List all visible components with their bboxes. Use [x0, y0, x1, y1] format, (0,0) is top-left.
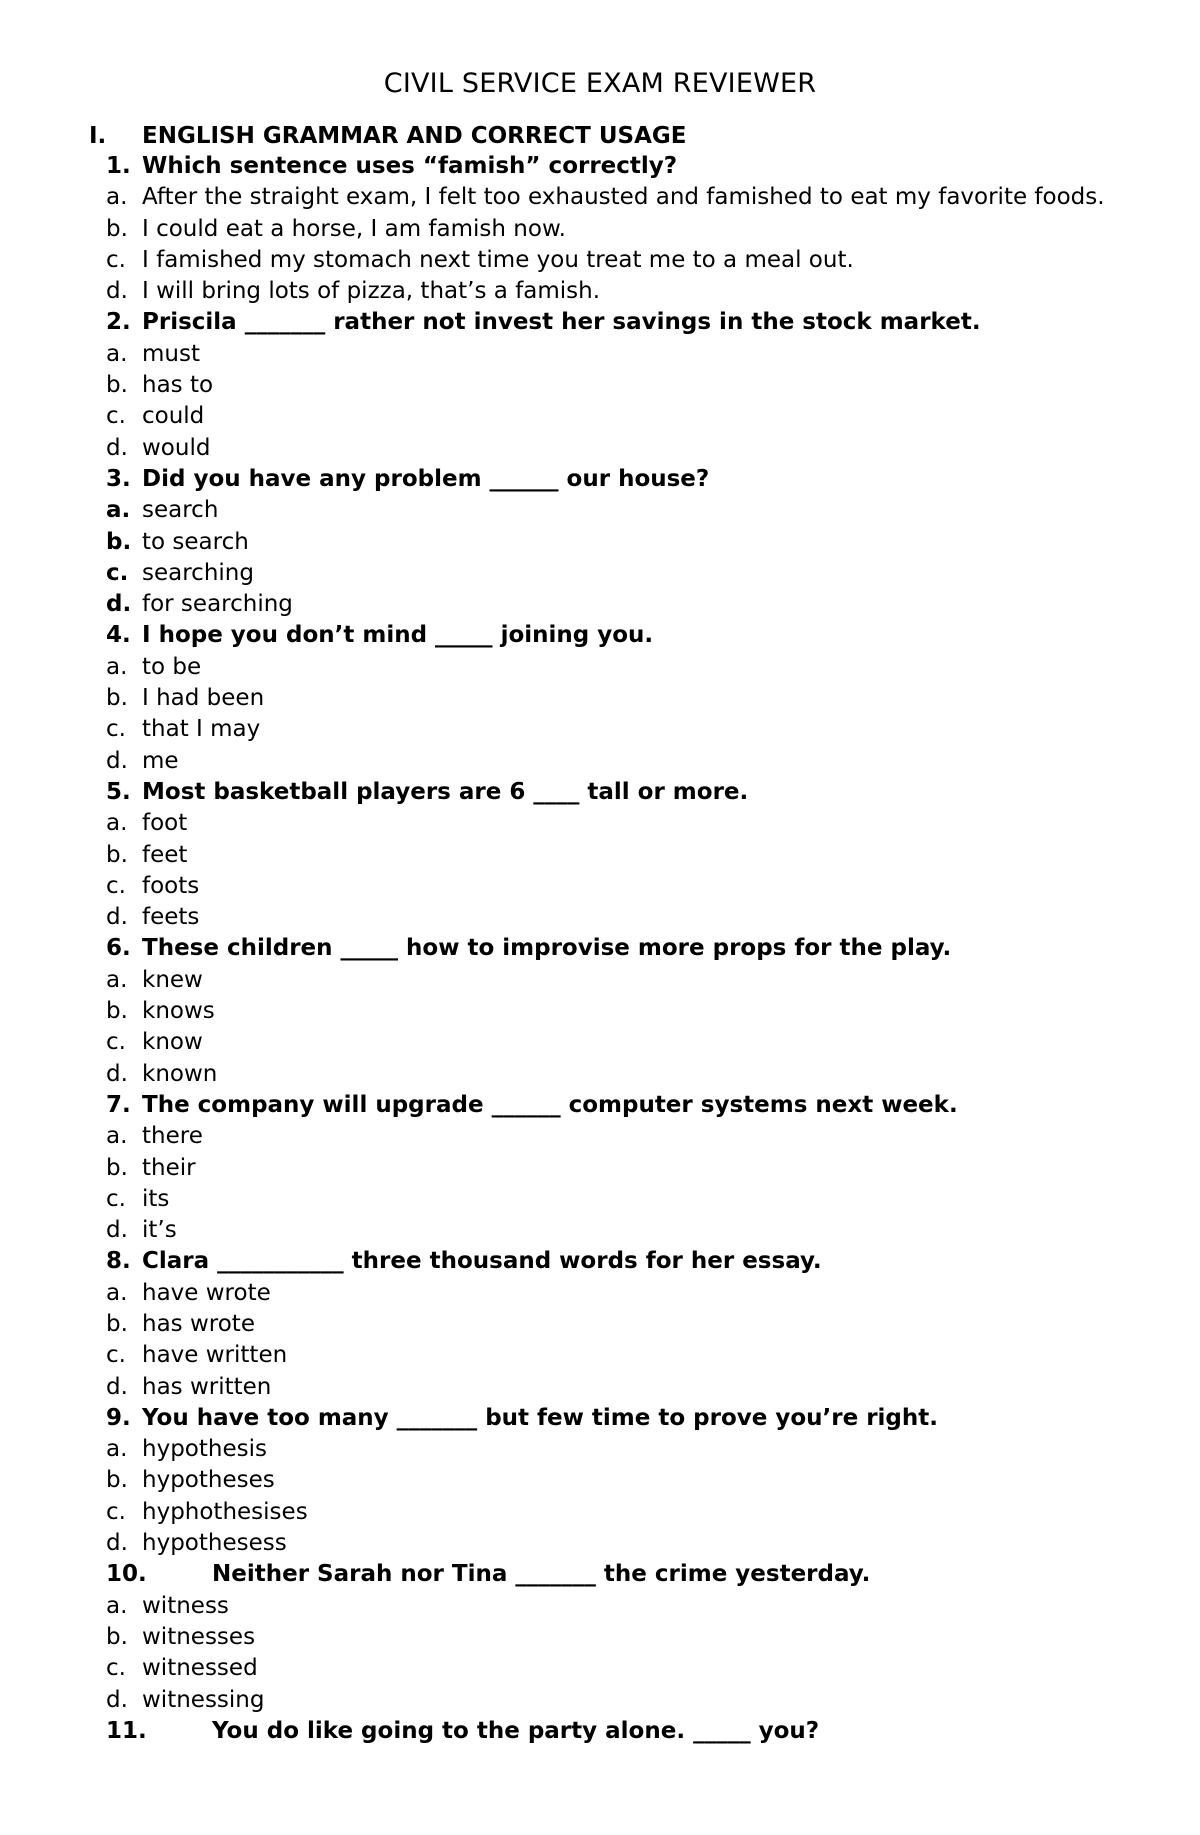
answer-choice: [106, 1184, 1186, 1215]
answer-choice: [106, 527, 1186, 558]
choice-text: After the straight exam, I felt too exhausted and famished to eat my favorite foods.: [142, 184, 1105, 211]
choice-text: hypothesis: [142, 1436, 267, 1463]
question-text: I hope you don’t mind _____ joining you.: [142, 622, 654, 649]
answer-choice: [106, 1685, 1186, 1716]
answer-choice: [106, 840, 1186, 871]
question-1: [106, 151, 1186, 182]
choice-label: d.: [106, 747, 128, 774]
choice-text: for searching: [142, 591, 293, 618]
answer-choice: [106, 1027, 1186, 1058]
choice-text: would: [142, 434, 211, 461]
question-7: [106, 1090, 1186, 1121]
choice-label: d.: [106, 1060, 128, 1087]
choice-text: I will bring lots of pizza, that’s a famish.: [142, 278, 601, 305]
answer-choice: [106, 1434, 1186, 1465]
answer-choice: [106, 1372, 1186, 1403]
question-number: 7.: [106, 1091, 131, 1118]
question-number: 1.: [106, 153, 131, 179]
choice-text: witnessed: [142, 1655, 258, 1682]
choice-label: b.: [106, 372, 128, 399]
question-5: [106, 777, 1186, 808]
choice-label: b.: [106, 215, 128, 242]
choice-label: c.: [106, 1342, 126, 1369]
choice-label: b.: [106, 1467, 128, 1494]
answer-choice: [106, 214, 1186, 245]
choice-text: to be: [142, 653, 202, 680]
answer-choice: [106, 683, 1186, 714]
answer-choice: [106, 1340, 1186, 1371]
answer-choice: [106, 1465, 1186, 1496]
choice-label: c.: [106, 1498, 126, 1525]
choice-label: d.: [106, 1217, 128, 1244]
choice-label: b.: [106, 1623, 128, 1650]
answer-choice: [106, 401, 1186, 432]
answer-choice: [106, 182, 1186, 213]
question-6: [106, 933, 1186, 964]
choice-text: must: [142, 340, 200, 367]
choice-text: feets: [142, 904, 200, 931]
choice-text: have wrote: [142, 1279, 271, 1306]
answer-choice: [106, 433, 1186, 464]
choice-label: d.: [106, 1530, 128, 1557]
question-number: 6.: [106, 935, 131, 962]
choice-text: its: [142, 1185, 170, 1212]
question-number: 9.: [106, 1404, 131, 1431]
question-text: The company will upgrade ______ computer systems next week.: [142, 1091, 958, 1118]
choice-text: know: [142, 1029, 203, 1056]
choice-label: a.: [106, 184, 128, 211]
choice-text: witnesses: [142, 1623, 256, 1650]
choice-label: d.: [106, 1686, 128, 1713]
choice-text: has to: [142, 372, 214, 399]
choice-text: to search: [142, 528, 249, 555]
choice-text: there: [142, 1123, 203, 1150]
choice-label: a.: [106, 1592, 128, 1619]
answer-choice: [106, 245, 1186, 276]
question-10: [106, 1559, 1186, 1590]
answer-choice: [106, 589, 1186, 620]
choice-label: a.: [106, 1279, 128, 1306]
question-number: 11.: [106, 1717, 147, 1744]
section-heading: [89, 121, 686, 151]
answer-choice: [106, 1653, 1186, 1684]
choice-text: feet: [142, 841, 188, 868]
choice-label: a.: [106, 497, 131, 524]
choice-label: b.: [106, 685, 128, 712]
answer-choice: [106, 808, 1186, 839]
choice-text: hypotheses: [142, 1467, 275, 1494]
answer-choice: [106, 1121, 1186, 1152]
choice-label: c.: [106, 716, 126, 743]
choice-text: I had been: [142, 685, 265, 712]
choice-label: c.: [106, 1655, 126, 1682]
choice-label: a.: [106, 1436, 128, 1463]
answer-choice: [106, 1497, 1186, 1528]
choice-label: b.: [106, 841, 128, 868]
choice-text: I could eat a horse, I am famish now.: [142, 215, 566, 242]
choice-label: a.: [106, 653, 128, 680]
question-4: [106, 620, 1186, 651]
choice-label: b.: [106, 1310, 128, 1337]
answer-choice: [106, 370, 1186, 401]
question-11: [106, 1716, 1186, 1747]
question-text: Priscila _______ rather not invest her savings in the stock market.: [142, 309, 981, 336]
question-number: 10.: [106, 1561, 147, 1588]
choice-label: c.: [106, 1029, 126, 1056]
answer-choice: [106, 714, 1186, 745]
question-2: [106, 307, 1186, 338]
answer-choice: [106, 1309, 1186, 1340]
choice-label: c.: [106, 246, 126, 273]
question-number: 8.: [106, 1248, 131, 1275]
question-number: 4.: [106, 622, 131, 649]
choice-text: foot: [142, 810, 188, 837]
answer-choice: [106, 1591, 1186, 1622]
choice-text: search: [142, 497, 219, 524]
choice-label: d.: [106, 278, 128, 305]
question-3: [106, 464, 1186, 495]
answer-choice: [106, 652, 1186, 683]
document-title: CIVIL SERVICE EXAM REVIEWER: [383, 68, 817, 99]
answer-choice: [106, 1059, 1186, 1090]
choice-label: b.: [106, 1154, 128, 1181]
choice-label: d.: [106, 434, 128, 461]
answer-choice: [106, 339, 1186, 370]
choice-text: it’s: [142, 1217, 177, 1244]
answer-choice: [106, 1528, 1186, 1559]
answer-choice: [106, 1215, 1186, 1246]
question-text: Most basketball players are 6 ____ tall or more.: [142, 778, 749, 805]
answer-choice: [106, 1153, 1186, 1184]
choice-text: I famished my stomach next time you treat me to a meal out.: [142, 246, 854, 273]
choice-label: a.: [106, 1123, 128, 1150]
choice-text: have written: [142, 1342, 288, 1369]
question-8: [106, 1246, 1186, 1277]
choice-label: b.: [106, 528, 132, 555]
section-title: ENGLISH GRAMMAR AND CORRECT USAGE: [142, 123, 687, 149]
choice-text: knew: [142, 966, 203, 993]
choice-text: has wrote: [142, 1310, 255, 1337]
answer-choice: [106, 495, 1186, 526]
choice-label: c.: [106, 403, 126, 430]
question-text: You do like going to the party alone. _____ you?: [212, 1717, 820, 1744]
choice-text: that I may: [142, 716, 261, 743]
choice-text: hyphothesises: [142, 1498, 308, 1525]
answer-choice: [106, 996, 1186, 1027]
answer-choice: [106, 1622, 1186, 1653]
answer-choice: [106, 276, 1186, 307]
answer-choice: [106, 1278, 1186, 1309]
choice-text: their: [142, 1154, 196, 1181]
choice-text: known: [142, 1060, 218, 1087]
choice-label: c.: [106, 559, 129, 586]
question-number: 2.: [106, 309, 131, 336]
question-text: Which sentence uses “famish” correctly?: [142, 153, 678, 179]
choice-text: has written: [142, 1373, 272, 1400]
question-number: 3.: [106, 465, 131, 492]
choice-label: a.: [106, 966, 128, 993]
question-text: You have too many _______ but few time to prove you’re right.: [142, 1404, 939, 1431]
choice-text: me: [142, 747, 179, 774]
answer-choice: [106, 746, 1186, 777]
question-text: Clara ___________ three thousand words for her essay.: [142, 1248, 822, 1275]
choice-text: knows: [142, 998, 215, 1025]
choice-label: d.: [106, 1373, 128, 1400]
choice-label: a.: [106, 340, 128, 367]
choice-label: a.: [106, 810, 128, 837]
choice-label: d.: [106, 591, 132, 618]
answer-choice: [106, 902, 1186, 933]
question-text: Neither Sarah nor Tina _______ the crime yesterday.: [212, 1561, 871, 1588]
question-list: [106, 151, 1186, 1747]
answer-choice: [106, 871, 1186, 902]
choice-text: searching: [142, 559, 254, 586]
section-number: I.: [89, 123, 107, 149]
answer-choice: [106, 558, 1186, 589]
choice-text: could: [142, 403, 205, 430]
answer-choice: [106, 965, 1186, 996]
question-text: Did you have any problem ______ our house?: [142, 465, 710, 492]
question-text: These children _____ how to improvise more props for the play.: [142, 935, 952, 962]
choice-text: foots: [142, 872, 200, 899]
choice-label: b.: [106, 998, 128, 1025]
choice-label: c.: [106, 1185, 126, 1212]
question-number: 5.: [106, 778, 131, 805]
choice-text: hypothesess: [142, 1530, 287, 1557]
choice-text: witness: [142, 1592, 229, 1619]
choice-label: d.: [106, 904, 128, 931]
choice-text: witnessing: [142, 1686, 265, 1713]
question-9: [106, 1403, 1186, 1434]
choice-label: c.: [106, 872, 126, 899]
